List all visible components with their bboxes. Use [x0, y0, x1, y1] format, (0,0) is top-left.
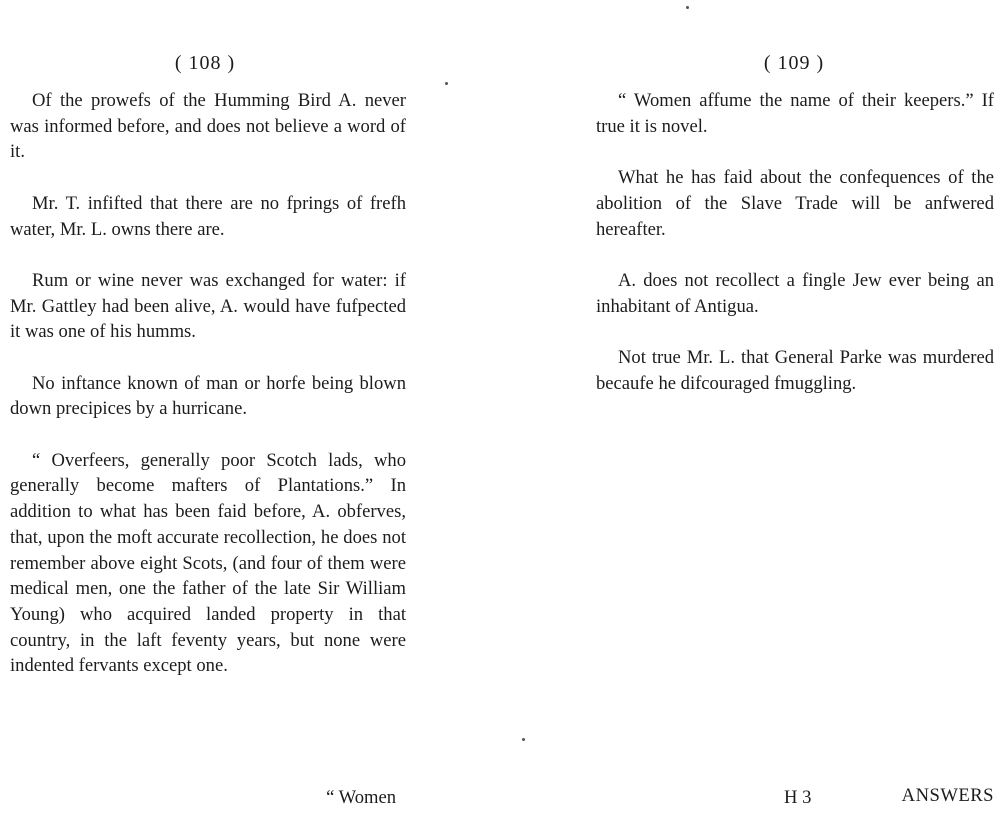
right-page-text [596, 88, 994, 396]
ink-speck [445, 82, 448, 85]
right-page [588, 0, 1000, 816]
paragraph: “ Overfeers, generally poor Scotch lads, who generally become mafters of Plantations.” In addition to what has been faid before, A. obferves, that, upon the moft accurate recollection, he does not remember above eight Scots, (and four of them were medical men, one the father of the late Sir William Young) who acquired landed property in that country, in the laft feventy years, but none were indented fervants except one. [10, 449, 406, 677]
left-page [0, 0, 420, 816]
paragraph: Of the prowefs of the Humming Bird A. never was informed before, and does not believe a word of it. [10, 90, 406, 163]
left-page-text [10, 88, 406, 679]
paragraph: A. does not recollect a fingle Jew ever being an inhabitant of Antigua. [596, 269, 994, 317]
paragraph: “ Women affume the name of their keepers.” If true it is novel. [596, 90, 994, 137]
paragraph: What he has faid about the confequences of the abolition of the Slave Trade will be anfwered hereafter. [596, 167, 994, 240]
ink-speck [522, 738, 525, 741]
paragraph: Mr. T. infifted that there are no fprings of frefh water, Mr. L. owns there are. [10, 192, 406, 240]
paragraph: Rum or wine never was exchanged for water: if Mr. Gattley had been alive, A. would have fufpected it was one of his humms. [10, 269, 406, 343]
paragraph: No inftance known of man or horfe being blown down precipices by a hurricane. [10, 372, 406, 420]
catchword-left: “ Women [326, 787, 396, 808]
paragraph: Not true Mr. L. that General Parke was murdered becaufe he difcouraged fmuggling. [596, 346, 994, 394]
catchword-right: ANSWERS [901, 785, 994, 806]
page-number-right: ( 109 ) [763, 52, 825, 74]
signature-mark: H 3 [784, 787, 812, 808]
page-number-left: ( 108 ) [174, 52, 236, 74]
